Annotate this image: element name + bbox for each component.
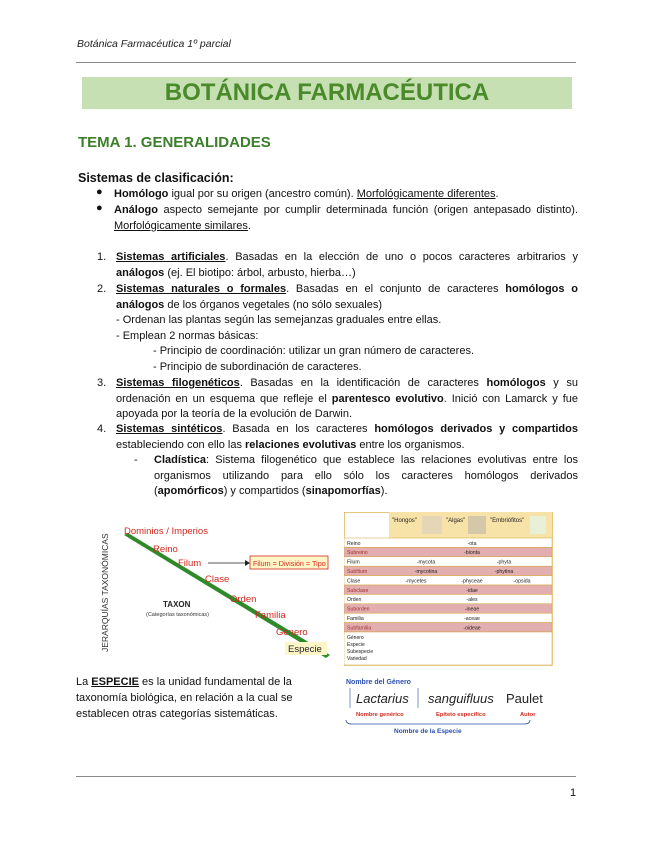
- col-header-algas: "Algas": [446, 518, 466, 524]
- row-cell: -opsida: [513, 578, 531, 585]
- especie-paragraph: [76, 674, 316, 722]
- running-header: Botánica Farmacéutica 1º parcial: [77, 38, 231, 50]
- species-name-figure: [328, 672, 553, 737]
- item-title: Sistemas artificiales: [116, 251, 226, 263]
- item-bold: relaciones evolutivas: [245, 438, 357, 451]
- algas-icon: [468, 516, 486, 534]
- level-filum: Filum: [178, 558, 202, 569]
- item-text: estableciendo con ello las: [116, 438, 246, 451]
- table-row: [344, 547, 552, 556]
- item-number: 3.: [97, 377, 107, 389]
- nomenclature-table-figure: [344, 512, 554, 667]
- sub-generic: Nombre genérico: [356, 712, 404, 718]
- species-title: Nombre de la Especie: [394, 728, 462, 735]
- item-text: . Basadas en la identificación de caracteres: [239, 377, 487, 389]
- row-cell: -ota: [467, 540, 477, 547]
- sub-author: Autor: [520, 712, 536, 718]
- item-sub-line: - Emplean 2 normas básicas:: [116, 330, 259, 342]
- item-text: ) y compartidos (: [223, 485, 306, 498]
- level-genero: Genero: [276, 627, 308, 638]
- row-cell: -bionta: [464, 550, 480, 557]
- table-row: [344, 613, 552, 622]
- table-row: [344, 585, 552, 594]
- genus-name: Lactarius: [356, 691, 409, 706]
- bullet-dot: ●: [96, 186, 103, 198]
- item-number: 1.: [97, 251, 107, 263]
- filum-box-label: Filum = División = Tipo: [253, 559, 326, 568]
- underlined-text: Morfológicamente similares: [114, 219, 248, 232]
- row-cell: -phyta: [496, 559, 512, 566]
- col-header-hongos: "Hongos": [392, 518, 417, 524]
- item-text: (ej. El biotipo: árbol, arbusto, hierba…): [164, 266, 356, 279]
- sub-epithet: Epíteto específico: [436, 712, 486, 718]
- level-orden: Orden: [230, 594, 257, 605]
- item-filogeneticos: [116, 376, 578, 423]
- item-bold: parentesco evolutivo: [331, 392, 444, 405]
- page-number: 1: [570, 787, 577, 799]
- item-text: . Basada en los caracteres: [222, 423, 375, 435]
- hongos-icon: [422, 516, 442, 534]
- row-cell: -ineae: [464, 606, 480, 613]
- item-text: . Basadas en el conjunto de caracteres: [286, 283, 506, 295]
- item-artificiales: [116, 250, 578, 281]
- item-text: . Basadas en la elección de uno o pocos caracteres arbitrarios y: [225, 251, 578, 263]
- item-text: ).: [380, 485, 388, 498]
- header-rule: [76, 62, 576, 63]
- row-cell: -phyceae: [461, 578, 483, 585]
- underlined-text: Morfológicamente diferentes: [356, 188, 496, 200]
- item-title: Sistemas naturales o formales: [116, 283, 287, 295]
- item-text: : Sistema filogenético que establece las relaciones evolutivas entre los organismos utilizando para ello sólo los caracteres homólogos derivados (: [154, 454, 578, 498]
- row-label: Familia: [347, 616, 364, 622]
- item-number: 4.: [97, 423, 107, 435]
- author-name: Paulet: [506, 691, 543, 706]
- row-label: Clase: [347, 578, 361, 585]
- row-cell: -oideae: [463, 625, 481, 632]
- row-cell: -mycotina: [414, 569, 438, 575]
- item-text: y su ordenación en un esquema que refleje el: [116, 377, 578, 405]
- item-text: . Inició con Lamarck y fue apoyada por la teoría de la evolución de Darwin.: [116, 392, 578, 421]
- dash-marker: -: [134, 454, 138, 466]
- item-bold: sinapomorfías: [305, 485, 381, 498]
- item-bold: análogos: [116, 266, 165, 279]
- last-row-label: Género: [347, 635, 364, 641]
- banner-title: BOTÁNICA FARMACÉUTICA: [82, 77, 572, 109]
- species-epithet: sanguifluus: [428, 691, 494, 706]
- embriofitos-icon: [530, 516, 546, 534]
- col-header-embriofitos: "Embriófitos": [490, 518, 525, 524]
- term-analogo: Análogo: [114, 204, 158, 216]
- cladistica-term: Cladística: [154, 454, 206, 466]
- term-homologo: Homólogo: [114, 188, 169, 200]
- genus-title: Nombre del Género: [346, 679, 411, 686]
- taxon-label: TAXON: [163, 600, 191, 609]
- para-text: es la unidad fundamental de la taxonomía biológica, en relación a la cual se establecen otras categorías sistemáticas.: [76, 676, 293, 720]
- last-row-label: Variedad: [347, 656, 367, 662]
- level-especie: Especie: [288, 644, 322, 655]
- item-naturales: [116, 282, 578, 313]
- item-number: 2.: [97, 283, 107, 295]
- bullet-text: igual por su origen (ancestro común).: [168, 188, 357, 200]
- table-row: [344, 557, 552, 566]
- tema-title: TEMA 1. GENERALIDADES: [78, 134, 271, 151]
- last-row-label: Subespecie: [347, 649, 374, 655]
- bullet-end: .: [247, 219, 251, 232]
- level-reino: Reino: [153, 544, 178, 555]
- cladistica-paragraph: [154, 453, 578, 500]
- bullet-text: aspecto semejante por cumplir determinada función (origen antepasado distinto).: [158, 204, 578, 216]
- row-label: Orden: [347, 597, 362, 604]
- row-label: Subfamilia: [347, 625, 372, 632]
- row-cell: -aceae: [464, 616, 480, 622]
- bullet-end: .: [495, 188, 499, 200]
- item-sub-line: - Principio de subordinación de caracteres.: [153, 361, 362, 373]
- item-title: Sistemas sintéticos: [116, 423, 223, 435]
- item-text: entre los organismos.: [356, 438, 465, 451]
- row-label: Subclase: [347, 587, 369, 594]
- row-label: Filum: [347, 559, 360, 566]
- row-cell: -mycota: [416, 559, 436, 566]
- row-cell: -ales: [466, 597, 478, 604]
- species-bracket: [346, 720, 530, 724]
- item-sinteticos: [116, 422, 578, 453]
- item-sub-line: - Ordenan las plantas según las semejanzas graduales entre ellas.: [116, 314, 442, 326]
- footer-rule: [76, 776, 576, 777]
- level-familia: Familia: [255, 610, 286, 621]
- table-row: [344, 538, 552, 547]
- table-row: [344, 604, 552, 613]
- item-sub-line: - Principio de coordinación: utilizar un gran número de caracteres.: [153, 345, 474, 357]
- vertical-label: JERARQUÍAS TAXONÓMICAS: [100, 533, 110, 652]
- especie-term: ESPECIE: [91, 676, 139, 688]
- item-text: de los órganos vegetales (no sólo sexuales): [164, 298, 382, 311]
- table-last-block: [344, 632, 552, 665]
- para-text: La: [76, 676, 92, 688]
- table-row: [344, 566, 552, 575]
- sistemas-heading: Sistemas de clasificación:: [78, 171, 234, 185]
- arrow-head: [245, 560, 250, 566]
- table-row: [344, 594, 552, 603]
- row-label: Subreino: [347, 550, 368, 557]
- taxonomic-hierarchy-figure: [80, 520, 340, 665]
- item-bold: homólogos: [486, 377, 546, 389]
- row-label: Reino: [347, 540, 361, 547]
- item-title: Sistemas filogenéticos: [116, 377, 240, 389]
- bullet-homologo: [114, 187, 578, 203]
- item-bold: apomórficos: [157, 485, 224, 498]
- item-bold: homólogos o análogos: [116, 283, 578, 311]
- item-bold: homólogos derivados y compartidos: [374, 423, 578, 435]
- table-row: [344, 623, 552, 632]
- level-clase: Clase: [205, 574, 230, 585]
- row-label: Subfilum: [347, 569, 368, 575]
- row-cell: -mycetes: [405, 578, 427, 585]
- row-cell: -idae: [466, 587, 478, 594]
- bullet-analogo: [114, 203, 578, 234]
- table-rows: [344, 538, 552, 665]
- last-row-label: Especie: [347, 642, 365, 648]
- row-label: Suborden: [347, 606, 370, 613]
- taxon-sublabel: (Categorías taxonómicas): [146, 612, 209, 618]
- bullet-dot: ●: [96, 202, 103, 214]
- row-cell: -phytina: [494, 569, 514, 575]
- level-dominios: Dominios / Imperios: [124, 526, 208, 537]
